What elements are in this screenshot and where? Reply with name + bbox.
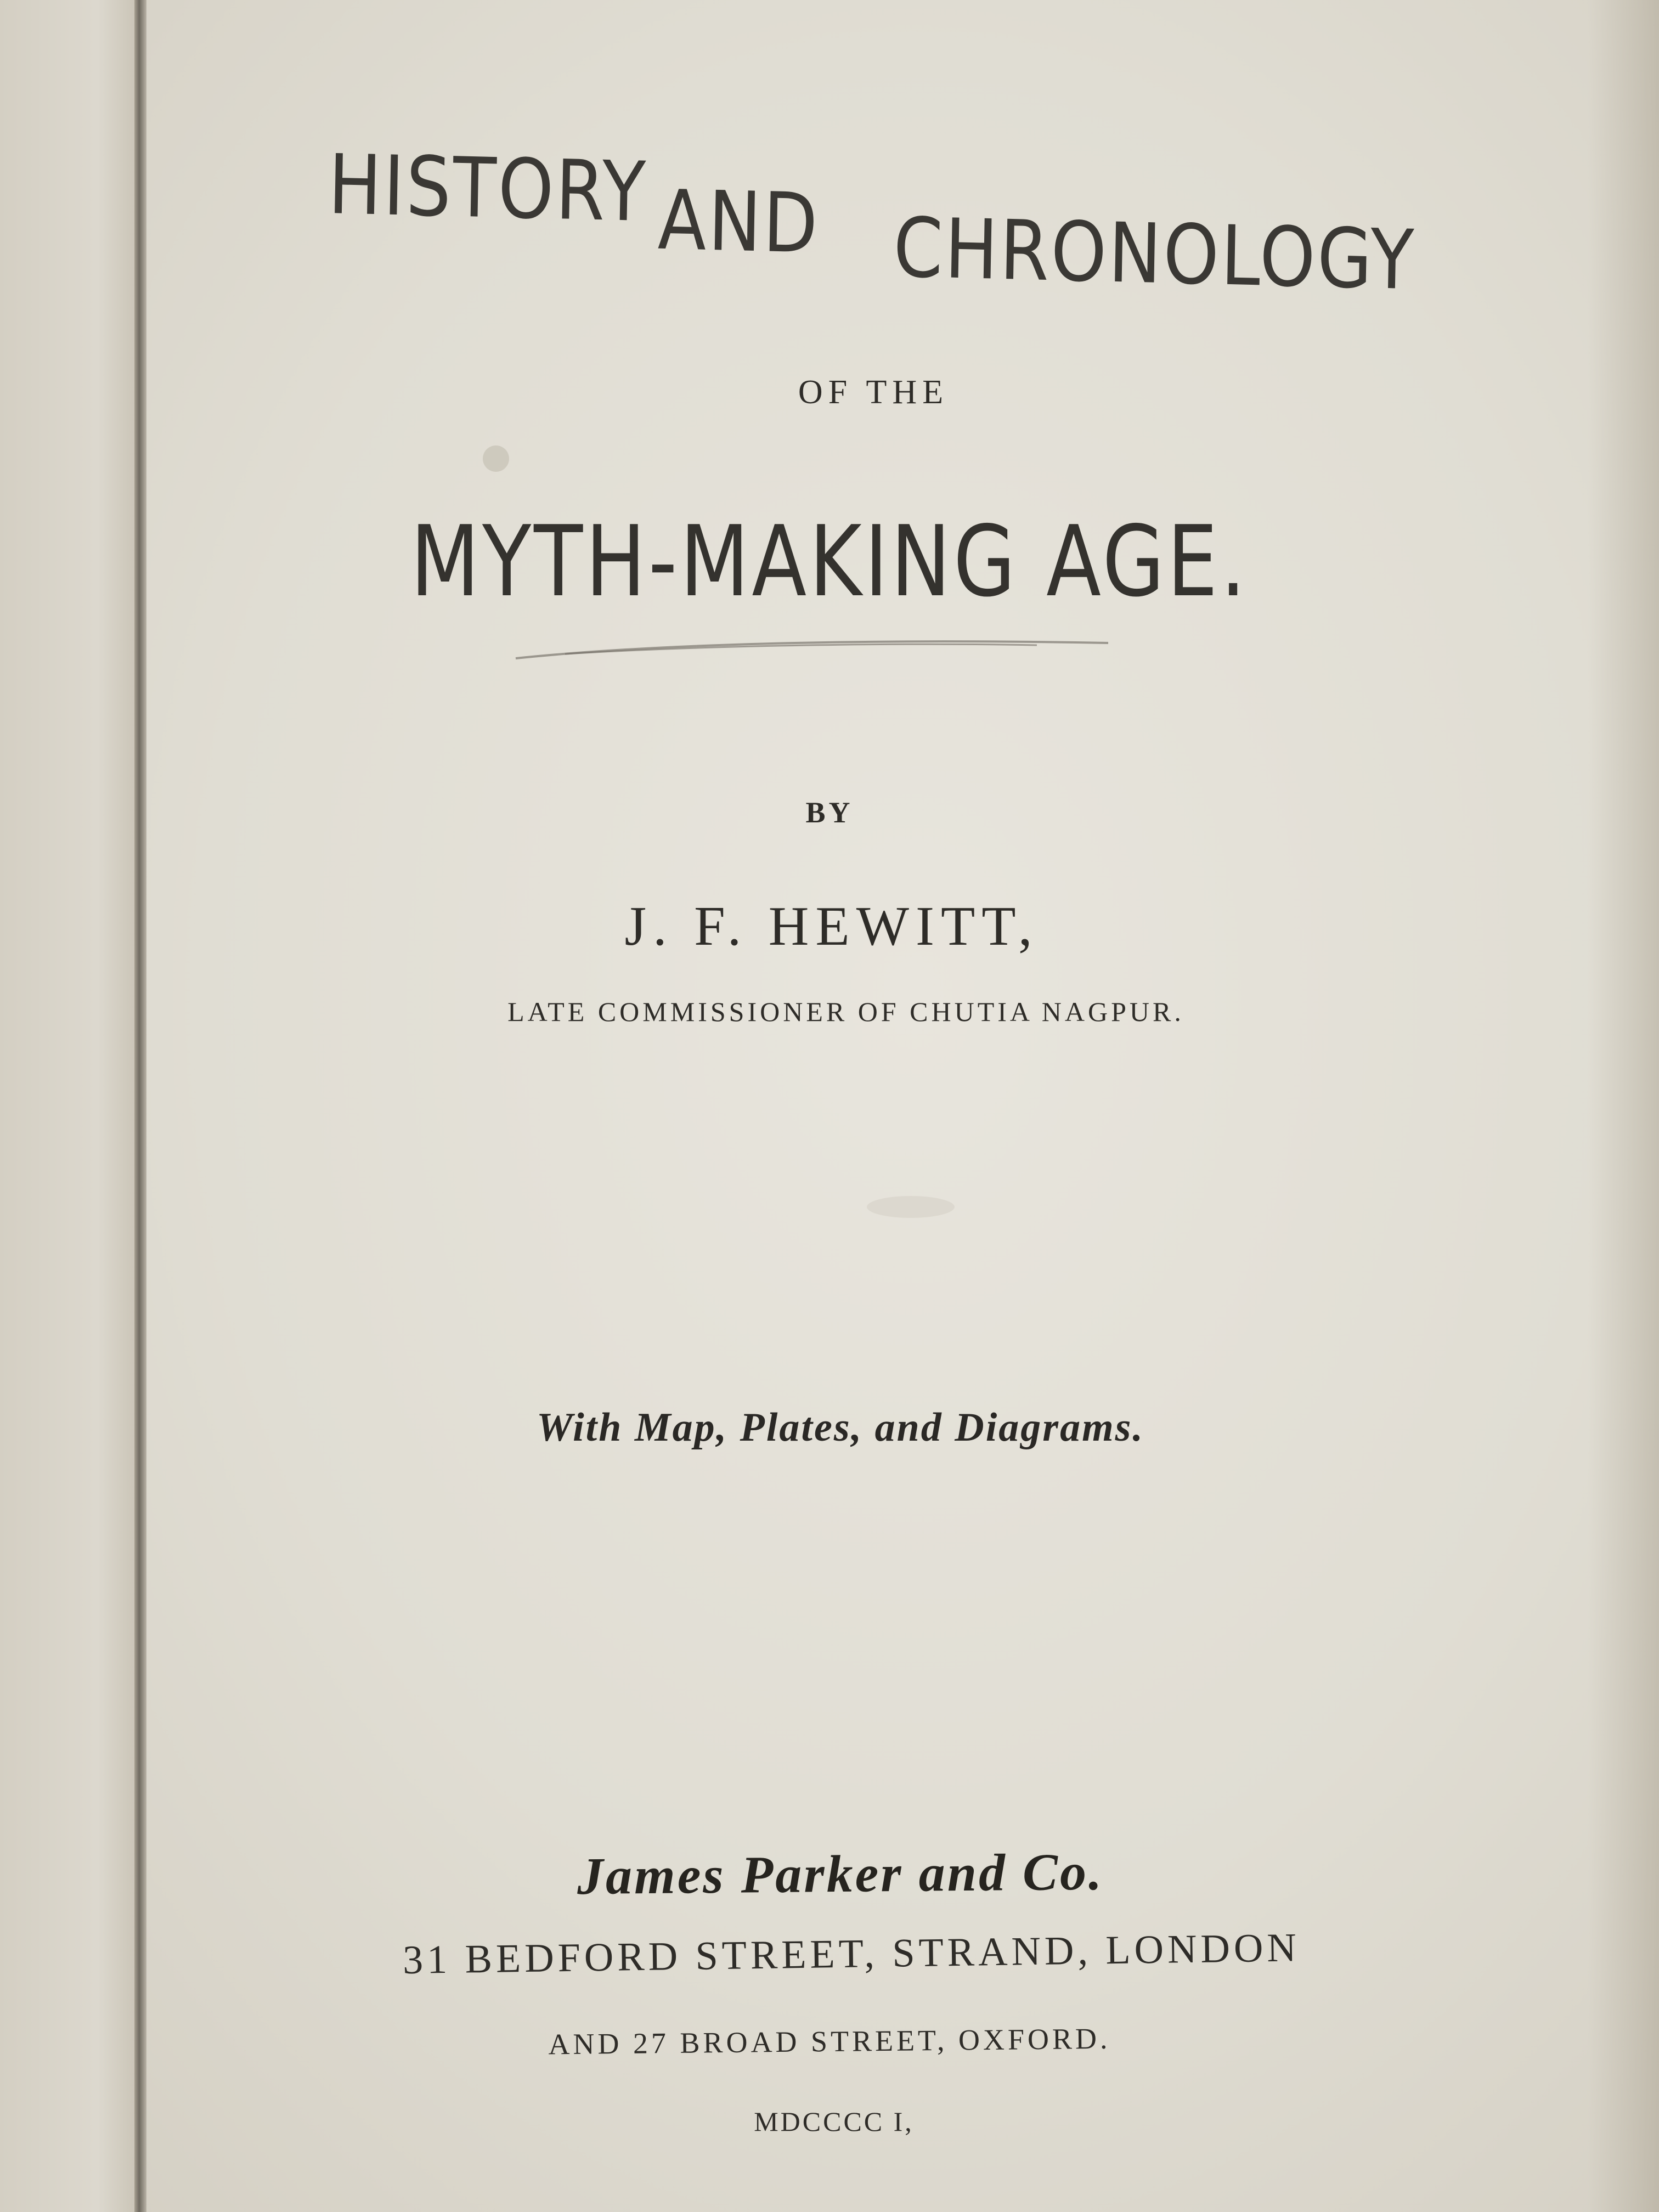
- publisher-address-london: 31 BEDFORD STREET, STRAND, LONDON: [402, 1925, 1301, 1983]
- author-role: LATE COMMISSIONER OF CHUTIA NAGPUR.: [507, 996, 1184, 1027]
- title-word-history: HISTORY: [327, 137, 648, 241]
- publisher-name: James Parker and Co.: [577, 1842, 1104, 1906]
- paper-stain: [483, 445, 509, 472]
- book-subtitle: MYTH-MAKING AGE.: [410, 505, 1249, 618]
- title-word-chronology: CHRONOLOGY: [893, 200, 1417, 309]
- of-the-line: OF THE: [798, 374, 949, 411]
- book-title: [326, 137, 1417, 309]
- paper-stain: [867, 1196, 955, 1218]
- author-name: J. F. HEWITT,: [624, 895, 1039, 957]
- illustrations-note: With Map, Plates, and Diagrams.: [537, 1405, 1144, 1450]
- title-word-and: AND: [657, 172, 821, 272]
- pencil-underline: [510, 636, 1114, 669]
- publication-year: MDCCCC I,: [754, 2106, 914, 2137]
- by-line: BY: [805, 796, 854, 829]
- publisher-address-oxford: AND 27 BROAD STREET, OXFORD.: [548, 2022, 1111, 2061]
